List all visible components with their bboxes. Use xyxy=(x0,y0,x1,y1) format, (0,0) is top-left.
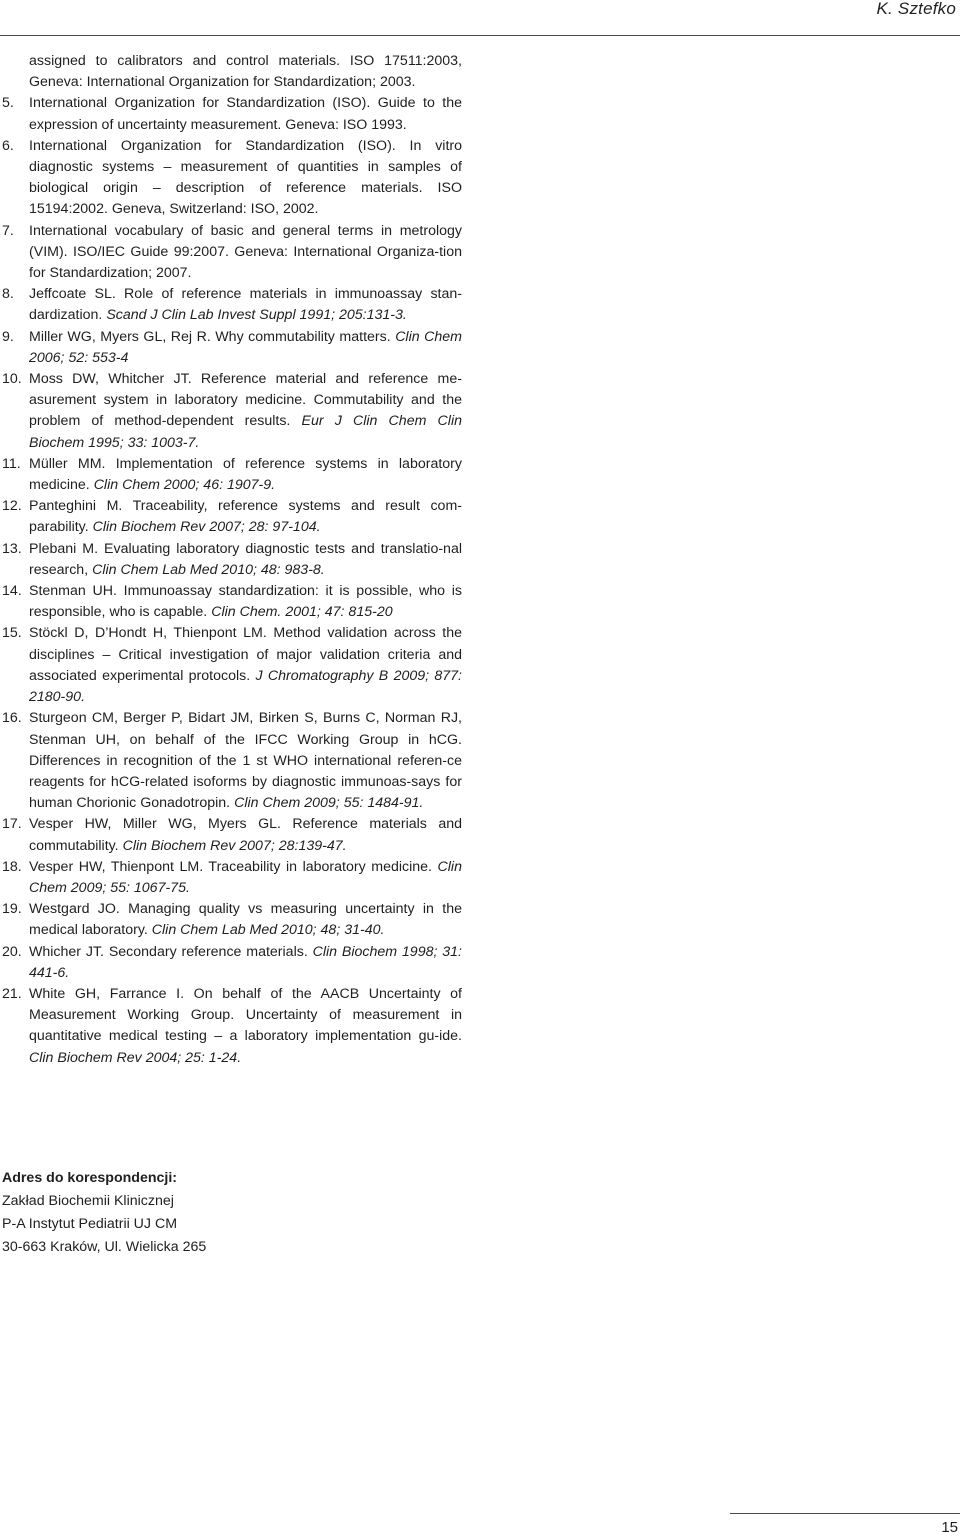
reference-number: 19. xyxy=(2,901,22,918)
reference-item xyxy=(2,899,462,941)
reference-text: Westgard JO. Managing quality vs measuring uncertainty in the medical laboratory. xyxy=(29,901,462,939)
reference-number: 10. xyxy=(2,371,22,388)
reference-text: International Organization for Standardization (ISO). Guide to the expression of uncertainty measurement. Geneva: ISO 1993. xyxy=(29,95,462,133)
reference-text: White GH, Farrance I. On behalf of the AACB Uncertainty of Measurement Working Group. Uncertainty of measurement in quantitative medical testing – a laboratory implementation gu-ide. xyxy=(29,985,462,1045)
header-divider xyxy=(0,35,960,36)
reference-text: Moss DW, Whitcher JT. Reference material and reference me-asurement system in laboratory medicine. Commutability and the problem of method-dependent results. xyxy=(29,371,462,430)
reference-text: Stöckl D, D’Hondt H, Thienpont LM. Method validation across the disciplines – Critical investigation of major validation criteria and associated experimental protocols. xyxy=(29,625,462,684)
reference-text: International Organization for Standardization (ISO). In vitro diagnostic systems – measurement of quantities in samples of biological origin – description of reference materials. ISO 15194:2002. Geneva, Switzerland: ISO, 2002. xyxy=(29,137,462,218)
reference-journal: J Chromatography B 2009; 877: 2180-90. xyxy=(29,667,462,706)
reference-item xyxy=(2,857,462,899)
reference-text: International vocabulary of basic and general terms in metrology (VIM). ISO/IEC Guide 99:2007. Geneva: International Organiza-tion for Standardization; 2007. xyxy=(29,222,462,282)
footer-divider xyxy=(730,1513,960,1514)
reference-journal: Eur J Clin Chem Clin Biochem 1995; 33: 1003-7. xyxy=(29,413,462,451)
reference-number: 8. xyxy=(2,286,14,303)
reference-item xyxy=(2,942,462,984)
reference-item xyxy=(2,284,462,326)
reference-journal: Clin Chem Lab Med 2010; 48: 983-8. xyxy=(92,561,325,578)
reference-number: 15. xyxy=(2,625,22,642)
correspondence-block xyxy=(2,1167,402,1259)
correspondence-line: P-A Instytut Pediatrii UJ CM xyxy=(2,1216,178,1232)
reference-item xyxy=(2,814,462,856)
reference-item xyxy=(2,623,462,708)
reference-item xyxy=(2,708,462,814)
reference-item xyxy=(2,454,462,496)
reference-number: 20. xyxy=(2,943,22,960)
reference-journal: Clin Biochem 1998; 31: 441-6. xyxy=(29,943,462,981)
reference-number: 12. xyxy=(2,498,22,515)
reference-item xyxy=(2,369,462,454)
correspondence-line: 30-663 Kraków, Ul. Wielicka 265 xyxy=(2,1239,207,1255)
reference-text: Müller MM. Implementation of reference systems in laboratory medicine. xyxy=(29,455,462,494)
reference-journal: Clin Chem 2006; 52: 553-4 xyxy=(29,328,462,366)
correspondence-line: Zakład Biochemii Klinicznej xyxy=(2,1193,174,1209)
reference-text: Stenman UH. Immunoassay standardization: it is possible, who is responsible, who is capable. xyxy=(29,583,462,621)
reference-journal: Clin Biochem Rev 2007; 28:139-47. xyxy=(122,837,347,854)
reference-text: assigned to calibrators and control materials. ISO 17511:2003, Geneva: International Organization for Standardization; 2003. xyxy=(29,53,462,91)
reference-number: 9. xyxy=(2,328,14,345)
reference-item xyxy=(2,93,462,135)
reference-journal: Clin Chem 2000; 46: 1907-9. xyxy=(93,477,276,494)
reference-item xyxy=(2,581,462,623)
reference-number: 18. xyxy=(2,858,22,875)
reference-item xyxy=(2,51,462,93)
reference-number: 21. xyxy=(2,985,22,1002)
reference-number: 6. xyxy=(2,137,14,154)
reference-text: Panteghini M. Traceability, reference systems and result com-parability. xyxy=(29,498,462,536)
reference-item xyxy=(2,539,462,581)
reference-number: 7. xyxy=(2,222,14,239)
reference-number: 16. xyxy=(2,710,22,727)
running-header-author: K. Sztefko xyxy=(876,0,956,18)
correspondence-title: Adres do korespondencji: xyxy=(2,1170,178,1186)
page-number: 15 xyxy=(941,1519,958,1536)
reference-journal: Clin Chem Lab Med 2010; 48; 31-40. xyxy=(151,922,385,939)
reference-number: 14. xyxy=(2,583,22,600)
reference-item xyxy=(2,327,462,369)
reference-text: Sturgeon CM, Berger P, Bidart JM, Birken S, Burns C, Norman RJ, Stenman UH, on behalf of the IFCC Working Group in hCG. Differences in recognition of the 1 st WHO international referen-ce reagents for hCG-related isoforms by diagnostic immunoas-says for human Chorionic Gonadotropin. xyxy=(29,710,462,812)
reference-number: 13. xyxy=(2,540,22,557)
reference-journal: Scand J Clin Lab Invest Suppl 1991; 205:131-3. xyxy=(106,307,407,324)
reference-text: Miller WG, Myers GL, Rej R. Why commutability matters. xyxy=(29,328,391,345)
reference-journal: Clin Chem 2009; 55: 1067-75. xyxy=(29,858,462,896)
reference-text: Vesper HW, Thienpont LM. Traceability in laboratory medicine. xyxy=(29,858,432,875)
reference-list xyxy=(2,51,462,1069)
reference-text: Jeffcoate SL. Role of reference materials in immunoassay stan-dardization. xyxy=(29,286,462,324)
reference-journal: Clin Biochem Rev 2007; 28: 97-104. xyxy=(92,519,321,536)
reference-item xyxy=(2,496,462,538)
reference-number: 17. xyxy=(2,816,22,833)
reference-item xyxy=(2,984,462,1069)
reference-journal: Clin Chem. 2001; 47: 815-20 xyxy=(211,604,393,621)
reference-item xyxy=(2,221,462,285)
reference-item xyxy=(2,136,462,221)
reference-text: Plebani M. Evaluating laboratory diagnostic tests and translatio-nal research, xyxy=(29,540,462,578)
reference-journal: Clin Biochem Rev 2004; 25: 1-24. xyxy=(29,1049,242,1066)
reference-text: Vesper HW, Miller WG, Myers GL. Reference materials and commutability. xyxy=(29,816,462,854)
reference-text: Whicher JT. Secondary reference materials. xyxy=(29,943,308,960)
reference-journal: Clin Chem 2009; 55: 1484-91. xyxy=(234,795,424,812)
reference-number: 11. xyxy=(2,455,21,472)
reference-number: 5. xyxy=(2,95,14,112)
